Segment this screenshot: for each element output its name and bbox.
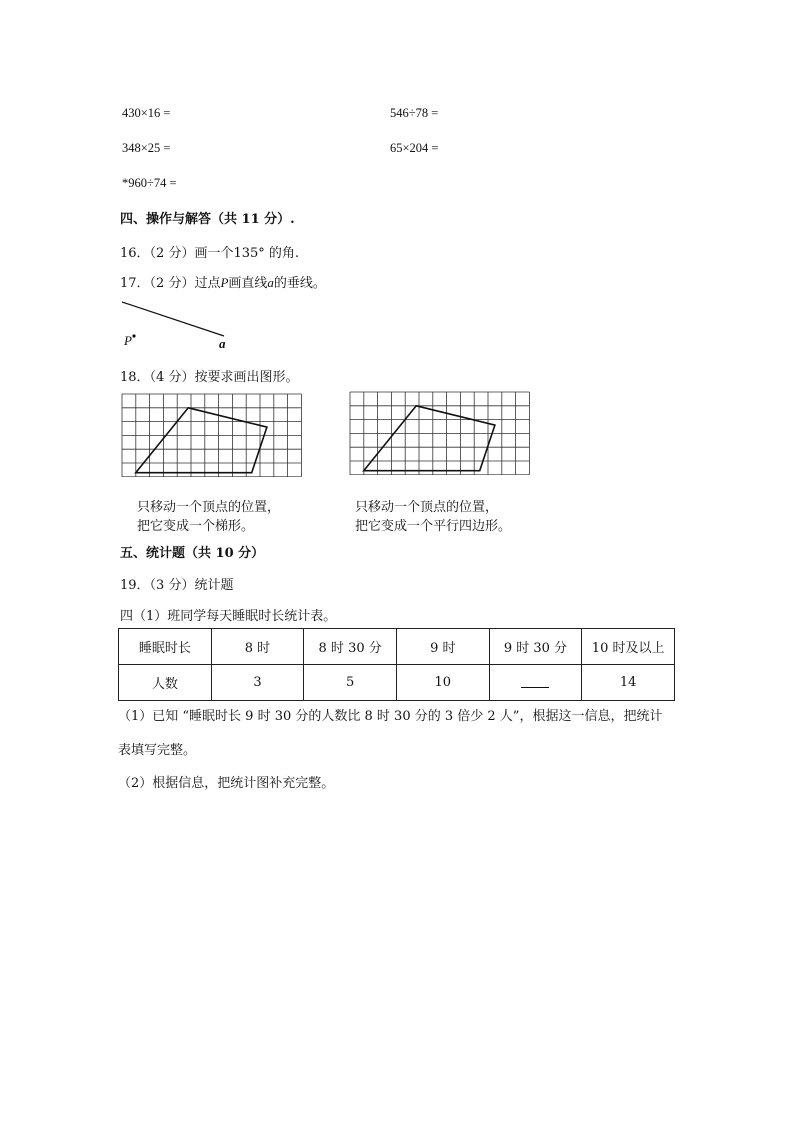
line-a-figure (118, 298, 248, 353)
table-header-cell: 8 时 30 分 (304, 629, 397, 665)
sleep-stat-table (118, 628, 675, 701)
q17-suffix: 的垂线。 (273, 276, 326, 291)
question-18: 18．（4 分）按要求画出图形。 (120, 370, 299, 385)
label-p: P (124, 333, 132, 348)
caption-right-line1: 只移动一个顶点的位置， (355, 500, 499, 515)
calc-348x25: 348×25 = (122, 141, 171, 155)
grid-figure-right (349, 391, 530, 475)
q17-middle: 画直线 (228, 276, 268, 291)
table-cell: 3 (211, 665, 304, 701)
question-17 (120, 272, 326, 291)
q17-prefix: 17．（2 分）过点 (120, 276, 221, 291)
table-cell: 5 (304, 665, 397, 701)
table-cell: 10 (396, 665, 489, 701)
table-title: 四（1）班同学每天睡眠时长统计表。 (120, 609, 337, 624)
table-row-label: 人数 (119, 665, 212, 701)
table-header-row (119, 629, 675, 665)
calc-960div74: *960÷74 = (122, 176, 177, 190)
sub-question-1-line1: （1）已知 “睡眠时长 9 时 30 分的人数比 8 时 30 分的 3 倍少 2 人”，根据这一信息，把统计 (118, 709, 663, 724)
table-header-cell: 8 时 (211, 629, 304, 665)
table-row (119, 665, 675, 701)
calc-546div78: 546÷78 = (390, 106, 439, 120)
table-header-cell: 睡眠时长 (119, 629, 212, 665)
table-header-cell: 9 时 (396, 629, 489, 665)
line-a (122, 302, 224, 336)
caption-left (137, 498, 280, 536)
calc-65x204: 65×204 = (390, 141, 439, 155)
point-p (132, 334, 135, 337)
question-19: 19．（3 分）统计题 (120, 578, 234, 593)
table-header-cell: 10 时及以上 (582, 629, 675, 665)
table-cell: 14 (582, 665, 675, 701)
answer-blank[interactable] (521, 675, 549, 688)
section-4-title: 四、操作与解答（共 11 分）. (120, 212, 295, 227)
caption-left-line1: 只移动一个顶点的位置， (137, 500, 281, 515)
q17-point: P (220, 275, 229, 290)
calc-430x16: 430×16 = (122, 106, 171, 120)
caption-right-line2: 把它变成一个平行四边形。 (355, 519, 512, 534)
sub-question-2: （2）根据信息，把统计图补充完整。 (118, 776, 335, 791)
label-a: a (219, 336, 226, 351)
sub-question-1-line2: 表填写完整。 (118, 743, 197, 758)
section-5-title: 五、统计题（共 10 分） (120, 546, 265, 561)
table-header-cell: 9 时 30 分 (489, 629, 582, 665)
caption-right (355, 498, 511, 536)
question-16: 16．（2 分）画一个135° 的角. (120, 246, 300, 261)
table-cell-blank[interactable] (489, 665, 582, 701)
grid-figure-left (121, 393, 302, 477)
sub-question-1 (118, 700, 678, 768)
caption-left-line2: 把它变成一个梯形。 (137, 519, 255, 534)
q17-line: a (267, 275, 274, 290)
